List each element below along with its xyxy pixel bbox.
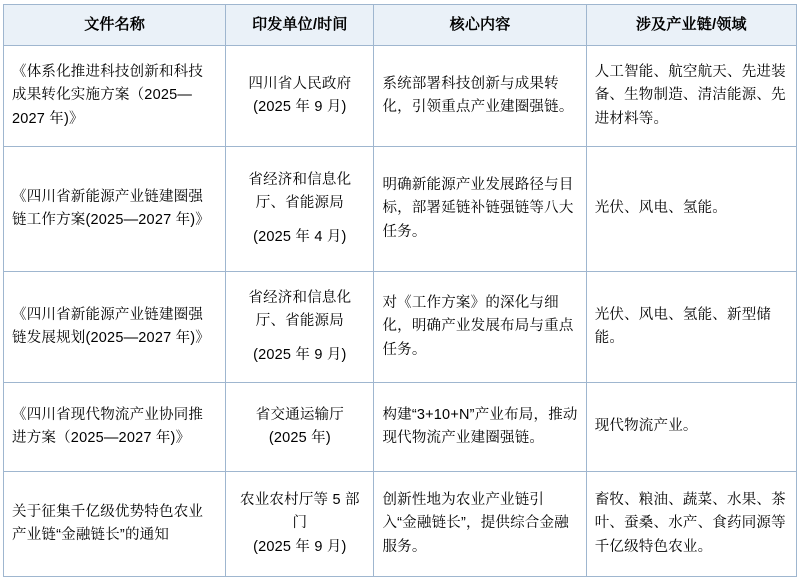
issuer-date: (2025 年 9 月): [253, 346, 347, 363]
cell-core-content: 系统部署科技创新与成果转化，引领重点产业建圈强链。: [374, 46, 586, 147]
table-row: [4, 383, 797, 472]
cell-industry-field: 畜牧、粮油、蔬菜、水果、茶叶、蚕桑、水产、食药同源等千亿级特色农业。: [586, 472, 796, 577]
cell-issuer-date: [226, 383, 374, 472]
issuer-date: (2025 年): [268, 430, 331, 446]
cell-core-content: 对《工作方案》的深化与细化，明确产业发展布局与重点任务。: [374, 272, 586, 383]
table-row: [4, 272, 797, 383]
cell-file-name: 《四川省新能源产业链建圈强链发展规划(2025—2027 年)》: [4, 272, 226, 383]
cell-industry-field: 光伏、风电、氢能、新型储能。: [586, 272, 796, 383]
cell-file-name: 关于征集千亿级优势特色农业产业链“金融链长”的通知: [4, 472, 226, 577]
cell-industry-field: 现代物流产业。: [586, 383, 796, 472]
cell-issuer-date: [226, 147, 374, 272]
table-row: [4, 46, 797, 147]
policy-documents-table: [3, 4, 797, 577]
cell-file-name: 《四川省新能源产业链建圈强链工作方案(2025—2027 年)》: [4, 147, 226, 272]
issuer-org: 农业农村厅等 5 部门: [240, 491, 360, 532]
issuer-org: 省经济和信息化厅、省能源局: [248, 171, 352, 212]
issuer-date: (2025 年 9 月): [253, 538, 347, 555]
issuer-org: 四川省人民政府: [248, 75, 352, 92]
issuer-org: 省经济和信息化厅、省能源局: [248, 289, 352, 330]
table-row: [4, 147, 797, 272]
cell-core-content: 明确新能源产业发展路径与目标，部署延链补链强链等八大任务。: [374, 147, 586, 272]
cell-industry-field: 人工智能、航空航天、先进装备、生物制造、清洁能源、先进材料等。: [586, 46, 796, 147]
issuer-date: (2025 年 9 月): [253, 99, 347, 115]
column-header-core-content: 核心内容: [374, 5, 586, 46]
table-row: [4, 472, 797, 577]
cell-issuer-date: [226, 46, 374, 147]
column-header-issuer-date: 印发单位/时间: [226, 5, 374, 46]
cell-file-name: 《四川省现代物流产业协同推进方案（2025—2027 年)》: [4, 383, 226, 472]
issuer-date: (2025 年 4 月): [253, 228, 347, 245]
issuer-org: 省交通运输厅: [255, 406, 344, 423]
column-header-industry-field: 涉及产业链/领域: [586, 5, 796, 46]
table-header-row: [4, 5, 797, 46]
cell-industry-field: 光伏、风电、氢能。: [586, 147, 796, 272]
cell-issuer-date: [226, 272, 374, 383]
column-header-file-name: 文件名称: [4, 5, 226, 46]
cell-file-name: 《体系化推进科技创新和科技成果转化实施方案（2025—2027 年)》: [4, 46, 226, 147]
cell-core-content: 构建“3+10+N”产业布局，推动现代物流产业建圈强链。: [374, 383, 586, 472]
cell-issuer-date: [226, 472, 374, 577]
cell-core-content: 创新性地为农业产业链引入“金融链长”，提供综合金融服务。: [374, 472, 586, 577]
